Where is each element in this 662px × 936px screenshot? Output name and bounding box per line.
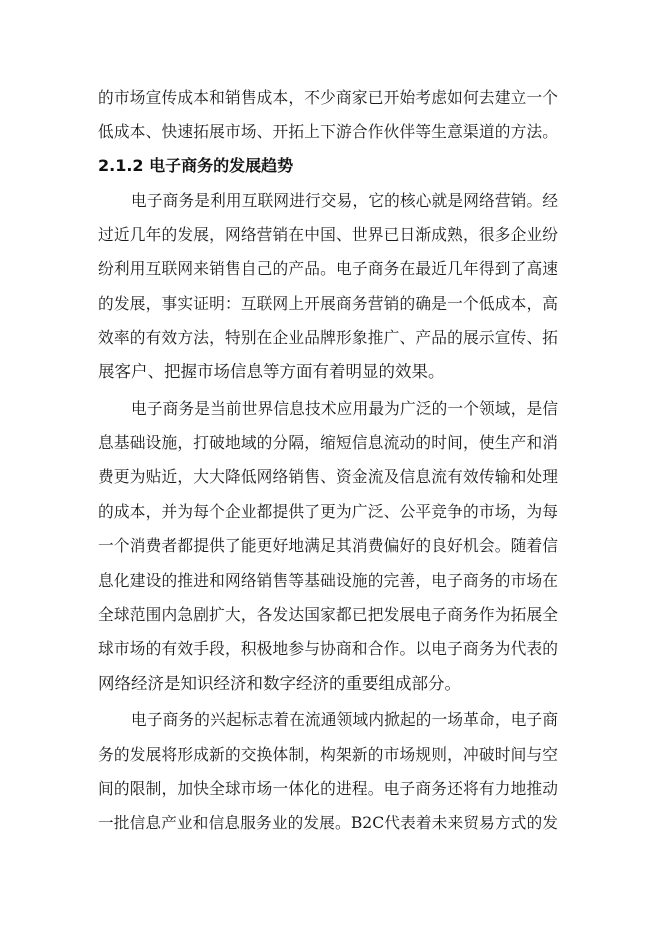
paragraph-2-line-8: 球市场的有效手段，积极地参与协商和合作。以电子商务为代表的 xyxy=(98,639,558,658)
paragraph-2-line-1: 电子商务是当前世界信息技术应用最为广泛的一个领域，是信 xyxy=(131,399,558,418)
paragraph-2-line-9: 网络经济是知识经济和数字经济的重要组成部分。 xyxy=(98,674,461,693)
paragraph-3-line-1: 电子商务的兴起标志着在流通领域内掀起的一场革命，电子商 xyxy=(131,710,558,729)
paragraph-2-line-4: 的成本，并为每个企业都提供了更为广泛、公平竞争的市场，为每 xyxy=(98,502,558,521)
paragraph-1-line-2: 过近几年的发展，网络营销在中国、世界已日渐成熟，很多企业纷 xyxy=(98,225,558,244)
paragraph-2-line-6: 息化建设的推进和网络销售等基础设施的完善，电子商务的市场在 xyxy=(98,571,558,590)
paragraph-1-line-6: 展客户、把握市场信息等方面有着明显的效果。 xyxy=(98,362,445,381)
paragraph-1-line-3: 纷利用互联网来销售自己的产品。电子商务在最近几年得到了高速 xyxy=(98,259,558,278)
paragraph-2-line-7: 全球范围内急剧扩大，各发达国家都已把发展电子商务作为拓展全 xyxy=(98,605,558,624)
section-heading: 2.1.2 电子商务的发展趋势 xyxy=(98,156,294,175)
intro-line-1: 的市场宣传成本和销售成本，不少商家已开始考虑如何去建立一个 xyxy=(98,88,558,107)
paragraph-3-line-3: 间的限制，加快全球市场一体化的进程。电子商务还将有力地推动 xyxy=(98,779,558,798)
paragraph-3-line-2: 务的发展将形成新的交换体制，构架新的市场规则，冲破时间与空 xyxy=(98,745,558,764)
intro-line-2: 低成本、快速拓展市场、开拓上下游合作伙伴等生意渠道的方法。 xyxy=(98,122,558,141)
paragraph-2-line-3: 费更为贴近，大大降低网络销售、资金流及信息流有效传输和处理 xyxy=(98,467,558,486)
paragraph-2-line-5: 一个消费者都提供了能更好地满足其消费偏好的良好机会。随着信 xyxy=(98,536,558,555)
paragraph-2-line-2: 息基础设施，打破地域的分隔，缩短信息流动的时间，使生产和消 xyxy=(98,433,558,452)
paragraph-3-line-4: 一批信息产业和信息服务业的发展。B2C代表着未来贸易方式的发 xyxy=(98,814,558,832)
paragraph-1-line-5: 效率的有效方法，特别在企业品牌形象推广、产品的展示宣传、拓 xyxy=(98,328,558,347)
paragraph-1-line-4: 的发展，事实证明：互联网上开展商务营销的确是一个低成本，高 xyxy=(98,294,558,313)
paragraph-1-line-1: 电子商务是利用互联网进行交易，它的核心就是网络营销。经 xyxy=(131,191,558,210)
